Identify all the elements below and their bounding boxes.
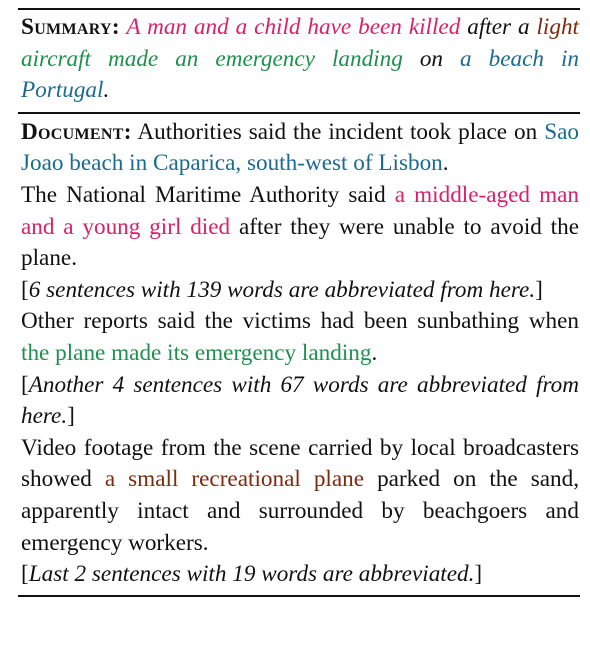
p2-person-span: a middle-aged man and a young girl died — [21, 181, 580, 240]
p2-text-end: after they were unable to avoid the plane. — [21, 213, 579, 272]
abbreviation-note-1 — [21, 275, 579, 307]
abbreviation-note-2 — [21, 370, 579, 433]
abbreviation-text-2: Another 4 sentences with 67 words are abbreviated from here. — [21, 371, 579, 430]
document-paragraph-2 — [21, 180, 579, 275]
bracket-open: [ — [21, 276, 29, 303]
p1-text: Authorities said the incident took place on — [137, 118, 538, 145]
bracket-close: ] — [535, 276, 543, 303]
bracket-close: ] — [474, 561, 483, 588]
summary-text-on: on — [419, 45, 443, 72]
summary-span-person: A man and a child have been killed — [126, 14, 461, 40]
p6-text: Video footage from the scene carried by local broadcasters showed — [21, 434, 579, 493]
summary-span-aircraft: aircraft made an emergency landing — [21, 45, 403, 72]
summary-span-light: light — [536, 14, 579, 40]
summary-document-table — [18, 8, 580, 597]
document-block — [18, 114, 580, 591]
p4-aircraft-span: the plane made its emergency landing — [21, 339, 372, 366]
summary-label: Summary: — [21, 14, 120, 40]
document-paragraph-4 — [21, 306, 579, 369]
document-label: Document: — [21, 118, 132, 145]
p4-text: Other reports said the victims had been sunbathing when — [21, 308, 579, 335]
bracket-open: [ — [21, 371, 29, 398]
p2-text: The National Maritime Authority said — [21, 181, 386, 208]
bracket-open: [ — [21, 561, 29, 588]
p1-period: . — [442, 150, 449, 177]
p4-period: . — [371, 339, 378, 366]
p6-plane-span: a small recreational plane — [104, 466, 365, 493]
summary-period: . — [103, 77, 110, 104]
abbreviation-note-3 — [21, 559, 579, 591]
bottom-rule — [18, 595, 580, 597]
document-paragraph-6 — [21, 433, 579, 559]
document-paragraph-1 — [21, 117, 579, 180]
summary-block — [18, 10, 580, 109]
summary-text: after a — [467, 14, 530, 40]
p1-location-span: Sao Joao beach in Caparica, south-west of Lisbon — [21, 118, 579, 177]
summary-span-location: a beach in Portugal — [21, 45, 579, 104]
p6-text-end: parked on the sand, apparently intact and surrounded by beachgoers and emergency workers. — [21, 466, 579, 556]
abbreviation-text-3: Last 2 sentences with 19 words are abbreviated. — [28, 561, 475, 588]
bracket-close: ] — [67, 403, 75, 430]
abbreviation-text-1: 6 sentences with 139 words are abbreviated from here. — [28, 276, 536, 303]
